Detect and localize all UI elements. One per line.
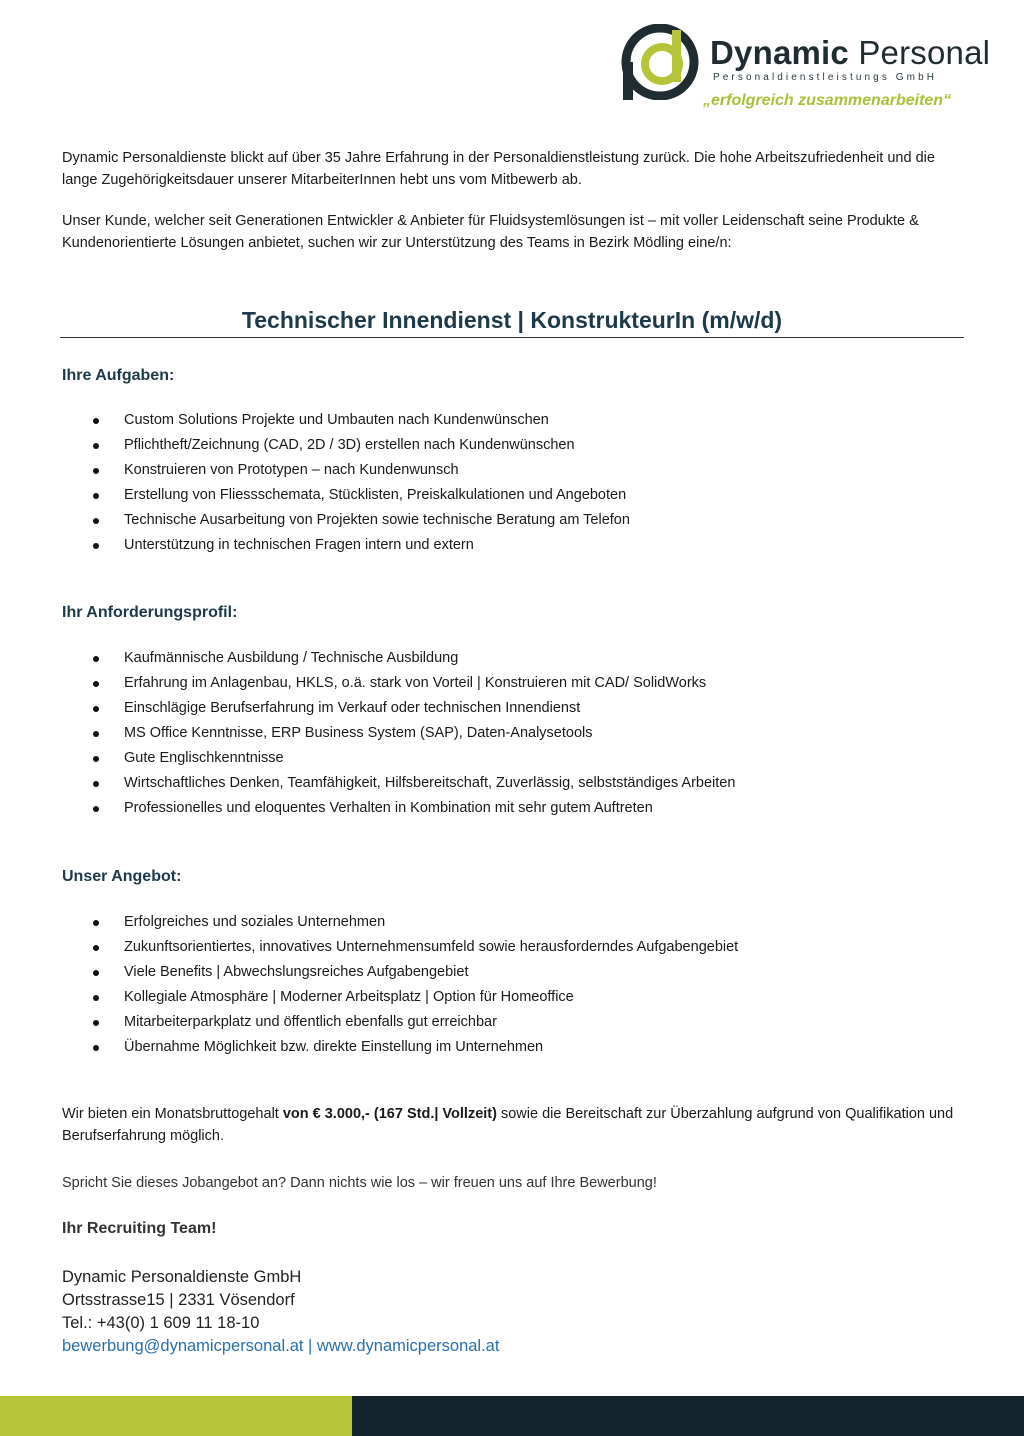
brand-subtitle: Personaldienstleistungs GmbH bbox=[713, 72, 938, 83]
offer-list-item: Zukunftsorientiertes, innovatives Unternehmensumfeld sowie herausforderndes Aufgabengebiet bbox=[62, 935, 964, 960]
brand-name-bold: Dynamic bbox=[710, 34, 849, 71]
salary-paragraph bbox=[62, 1103, 964, 1147]
profile-list-item: MS Office Kenntnisse, ERP Business System (SAP), Daten-Analysetools bbox=[62, 721, 964, 746]
logo-mark-icon bbox=[620, 24, 700, 100]
offer-list-item: Viele Benefits | Abwechslungsreiches Aufgabengebiet bbox=[62, 960, 964, 985]
offer-list-item: Mitarbeiterparkplatz und öffentlich ebenfalls gut erreichbar bbox=[62, 1010, 964, 1035]
brand-name-light: Personal bbox=[858, 34, 991, 71]
contact-address: Ortsstrasse15 | 2331 Vösendorf bbox=[62, 1291, 295, 1309]
offer-heading: Unser Angebot: bbox=[62, 868, 182, 885]
profile-list-item: Wirtschaftliches Denken, Teamfähigkeit, Hilfsbereitschaft, Zuverlässig, selbstständiges Arbeiten bbox=[62, 771, 964, 796]
intro-paragraph-2: Unser Kunde, welcher seit Generationen Entwickler & Anbieter für Fluidsystemlösungen ist – mit voller Leidenschaft seine Produkte & Kundenorientierte Lösungen anbietet, suchen wir zur Unterstützung des Teams in Bezirk Mödling eine/n: bbox=[62, 213, 919, 251]
intro-paragraph-1: Dynamic Personaldienste blickt auf über 35 Jahre Erfahrung in der Personaldienstleistung zurück. Die hohe Arbeitszufriedenheit und die lange Zugehörigkeitsdauer unserer MitarbeiterInnen hebt uns vom Mitbewerb ab. bbox=[62, 150, 935, 188]
footer-bar-green bbox=[0, 1396, 352, 1436]
tagline: „erfolgreich zusammenarbeiten“ bbox=[703, 92, 952, 109]
tasks-list-item: Pflichtheft/Zeichnung (CAD, 2D / 3D) erstellen nach Kundenwünschen bbox=[62, 433, 964, 458]
salary-post: sowie die Bereitschaft zur Überzahlung aufgrund von Qualifikation und Berufserfahrung möglich. bbox=[62, 1106, 954, 1144]
tasks-heading: Ihre Aufgaben: bbox=[62, 367, 175, 384]
tasks-list-item: Unterstützung in technischen Fragen intern und extern bbox=[62, 533, 964, 558]
title-divider bbox=[60, 337, 964, 338]
tasks-list bbox=[62, 408, 964, 558]
tasks-list-item: Technische Ausarbeitung von Projekten sowie technische Beratung am Telefon bbox=[62, 508, 964, 533]
job-title: Technischer Innendienst | KonstrukteurIn (m/w/d) bbox=[241, 307, 783, 333]
tasks-list-item: Custom Solutions Projekte und Umbauten nach Kundenwünschen bbox=[62, 408, 964, 433]
profile-list-item: Kaufmännische Ausbildung / Technische Ausbildung bbox=[62, 646, 964, 671]
contact-company: Dynamic Personaldienste GmbH bbox=[62, 1268, 302, 1286]
profile-list-item: Erfahrung im Anlagenbau, HKLS, o.ä. stark von Vorteil | Konstruieren mit CAD/ SolidWorks bbox=[62, 671, 964, 696]
contact-phone: Tel.: +43(0) 1 609 11 18-10 bbox=[62, 1314, 260, 1332]
offer-list-item: Übernahme Möglichkeit bzw. direkte Einstellung im Unternehmen bbox=[62, 1035, 964, 1060]
offer-list-item: Erfolgreiches und soziales Unternehmen bbox=[62, 910, 964, 935]
company-logo bbox=[620, 24, 990, 100]
profile-list bbox=[62, 646, 964, 821]
signoff: Ihr Recruiting Team! bbox=[62, 1220, 217, 1237]
profile-list-item: Einschlägige Berufserfahrung im Verkauf oder technischen Innendienst bbox=[62, 696, 964, 721]
tasks-list-item: Konstruieren von Prototypen – nach Kundenwunsch bbox=[62, 458, 964, 483]
brand-name bbox=[710, 34, 990, 72]
offer-list bbox=[62, 910, 964, 1060]
contact-email-web[interactable]: bewerbung@dynamicpersonal.at | www.dynamicpersonal.at bbox=[62, 1337, 500, 1355]
footer-bar-dark bbox=[352, 1396, 1024, 1436]
salary-pre: Wir bieten ein Monatsbruttogehalt bbox=[62, 1106, 283, 1122]
profile-heading: Ihr Anforderungsprofil: bbox=[62, 604, 238, 621]
salary-amount: von € 3.000,- (167 Std.| Vollzeit) bbox=[282, 1106, 497, 1122]
tasks-list-item: Erstellung von Fliessschemata, Stücklisten, Preiskalkulationen und Angeboten bbox=[62, 483, 964, 508]
profile-list-item: Professionelles und eloquentes Verhalten in Kombination mit sehr gutem Auftreten bbox=[62, 796, 964, 821]
call-to-action: Spricht Sie dieses Jobangebot an? Dann nichts wie los – wir freuen uns auf Ihre Bewerbung! bbox=[62, 1175, 657, 1191]
offer-list-item: Kollegiale Atmosphäre | Moderner Arbeitsplatz | Option für Homeoffice bbox=[62, 985, 964, 1010]
profile-list-item: Gute Englischkenntnisse bbox=[62, 746, 964, 771]
